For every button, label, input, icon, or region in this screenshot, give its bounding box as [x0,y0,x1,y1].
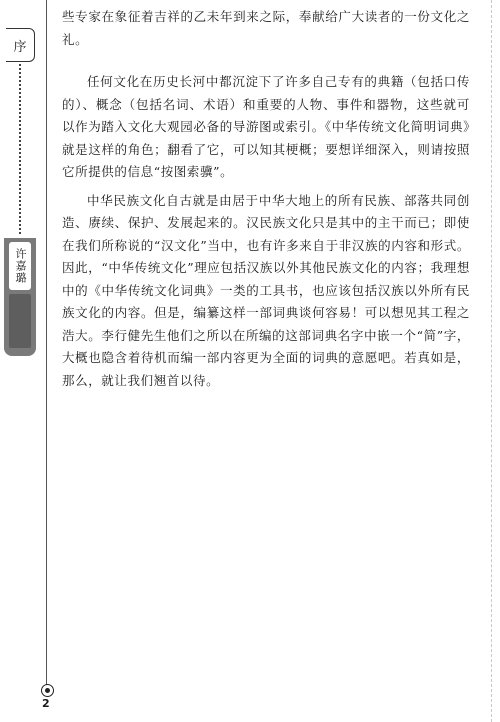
section-label: 序 [13,39,27,55]
paragraph: 任何文化在历史长河中都沉淀下了许多自己专有的典籍（包括口传的）、概念（包括名词、术语）和重要的人物、事件和器物，这些就可以作为踏入文化大观园必备的导游图或索引。《中华传统文化简明词典》就是这样的角色；翻看了它，可以知其梗概；要想详细深入，则请按照它所提供的信息“按图索骥”。 [62,74,470,179]
author-name: 许嘉璐 [9,242,31,290]
body-text [62,6,470,398]
sidebar-dotted-rule [19,64,21,234]
section-tab [6,28,35,62]
paragraph: 中华民族文化自古就是由居于中华大地上的所有民族、部落共同创造、赓续、保护、发展起来的。汉民族文化只是其中的主干而已；即使在我们所称说的“汉文化”当中，也有许多来自于非汉族的内容和形式。因此，“中华传统文化”理应包括汉族以外其他民族文化的内容；我理想中的《中华传统文化词典》一类的工具书，也应该包括汉族以外所有民族文化的内容。但是，编纂这样一部词典谈何容易！可以想见其工程之浩大。李行健先生他们之所以在所编的这部词典名字中嵌一个“简”字，大概也隐含着待机而编一部内容更为全面的词典的意愿吧。若真如是，那么，就让我们翘首以待。 [62,192,470,388]
author-tab-strip [9,294,31,348]
right-page-edge [491,0,492,722]
page-number-bullet-icon [41,684,54,697]
left-margin-rule [46,0,47,690]
author-tab [4,238,36,356]
paragraph: 些专家在象征着吉祥的乙未年到来之际，奉献给广大读者的一份文化之礼。 [62,9,470,47]
page-number: 2 [42,697,50,710]
